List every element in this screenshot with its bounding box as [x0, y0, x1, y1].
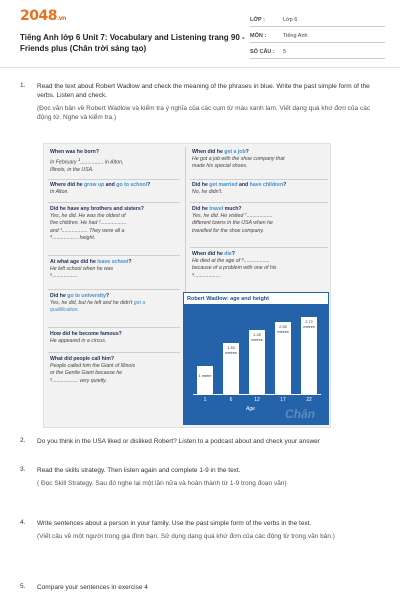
x-axis-label: Age — [246, 406, 255, 412]
bar-data-label: 2.28 metres — [251, 333, 263, 342]
block-travel: Did he travel much? Yes, he did. He visited ⁷.................. different towns in the USA when he travelled for the shoe company. — [192, 206, 273, 234]
site-logo[interactable]: 2048.vn — [20, 8, 66, 24]
bar-data-label: 2.72 metres — [303, 320, 315, 329]
divider — [185, 147, 186, 295]
meta-row-grade: LỚP : Lớp 6 — [250, 14, 385, 27]
divider — [48, 202, 180, 203]
divider — [48, 289, 180, 290]
bar-data-label: 1.83 metres — [225, 346, 237, 355]
x-tick-label: 22 — [306, 397, 312, 403]
divider — [190, 179, 328, 180]
block-famous: How did he become famous? He appeared in a circus. — [50, 331, 122, 345]
bar-data-label: 2.55 metres — [277, 325, 289, 334]
x-tick-label: 17 — [280, 397, 286, 403]
meta-table — [250, 14, 385, 62]
divider — [190, 202, 328, 203]
x-tick-label: 12 — [254, 397, 260, 403]
chart-bar — [197, 366, 213, 395]
block-born: When was he born? In February $^1$................ in Alton, Illinois, in the USA. — [50, 149, 124, 174]
block-job: When did he get a job? He got a job with the shoe company that made his special shoes. — [192, 149, 285, 170]
chart-title: Robert Wadlow: age and height — [183, 292, 329, 305]
x-tick-label: 1 — [203, 397, 207, 403]
divider — [190, 247, 328, 248]
block-university: Did he go to university? Yes, he did, but he left and he didn't get a qualification. — [50, 293, 146, 314]
block-call: What did people call him? People called him the Giant of Illinois or the Gentle Giant because he ⁶.................. very quietly. — [50, 356, 136, 384]
divider — [48, 255, 180, 256]
meta-row-subject: MÔN : Tiếng Anh — [250, 30, 385, 43]
x-tick-label: 6 — [229, 397, 233, 403]
watermark: Chân — [285, 407, 315, 421]
meta-row-count: SỐ CÂU : 5 — [250, 46, 385, 59]
divider — [48, 179, 180, 180]
page-header — [0, 0, 400, 68]
page-title: Tiếng Anh lớp 6 Unit 7: Vocabulary and Listening trang 90 - Friends plus (Chân trời sáng tạo) — [20, 33, 245, 53]
divider — [48, 352, 180, 353]
block-siblings: Did he have any brothers and sisters? Yes, he did. He was the oldest of five children. He had ².................. and ³.................. They were all a ⁴.................. height. — [50, 206, 144, 241]
block-grow-up: Where did he grow up and go to school? In Alton. — [50, 182, 151, 196]
block-die: When did he die? He died at the age of ⁸.................. because of a problem with one of his ⁹.................. — [192, 251, 277, 279]
block-leave-school: At what age did he leave school? He left school when he was ⁵.................. — [50, 259, 132, 280]
block-married: Did he get married and have children? No, he didn't. — [192, 182, 287, 196]
bar-data-label: 1 metre — [198, 373, 212, 378]
divider — [48, 327, 180, 328]
height-chart — [183, 292, 329, 425]
